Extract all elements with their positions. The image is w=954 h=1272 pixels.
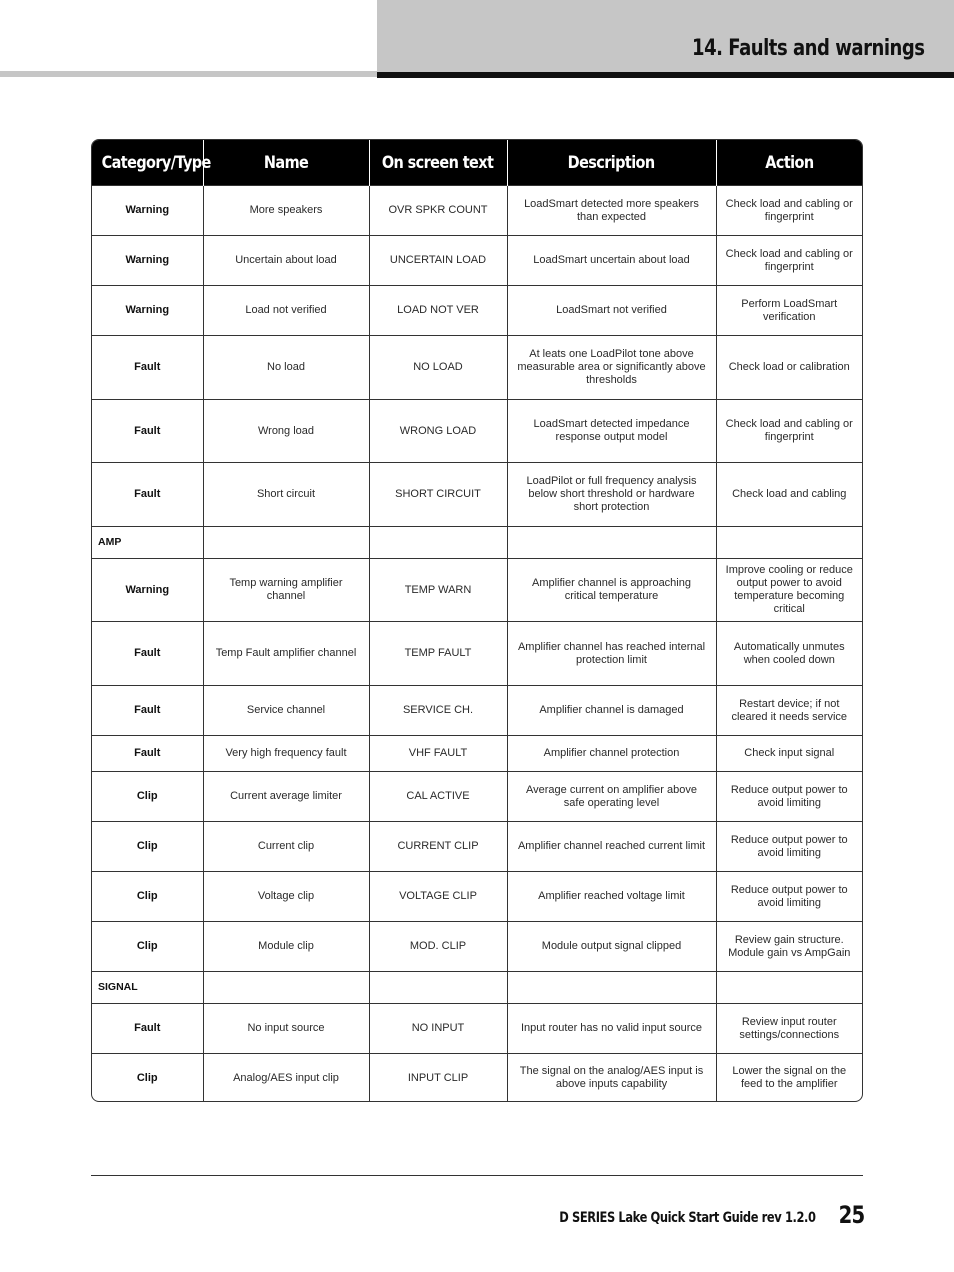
cell-name: Current average limiter (203, 772, 369, 822)
cell-name (203, 527, 369, 559)
cell-category: Warning (92, 286, 203, 336)
cell-category: Warning (92, 559, 203, 622)
cell-action: Check load and cabling or fingerprint (716, 400, 862, 463)
cell-name: Temp warning amplifier channel (203, 559, 369, 622)
cell-description: Amplifier channel protection (507, 736, 716, 772)
section-row (92, 527, 862, 559)
cell-category: SIGNAL (92, 972, 203, 1004)
cell-screen-text: SHORT CIRCUIT (369, 463, 507, 527)
header-right-rule (377, 72, 954, 78)
cell-category: AMP (92, 527, 203, 559)
cell-name: Load not verified (203, 286, 369, 336)
cell-screen-text: MOD. CLIP (369, 922, 507, 972)
column-header-name: Name (203, 140, 369, 186)
cell-name: No input source (203, 1004, 369, 1054)
cell-description (507, 972, 716, 1004)
cell-name: Uncertain about load (203, 236, 369, 286)
faults-table (91, 139, 863, 1102)
cell-name: Temp Fault amplifier channel (203, 622, 369, 686)
page-title: 14. Faults and warnings (692, 36, 925, 61)
cell-screen-text (369, 527, 507, 559)
cell-action: Restart device; if not cleared it needs service (716, 686, 862, 736)
cell-name: Very high frequency fault (203, 736, 369, 772)
table-row (92, 872, 862, 922)
cell-screen-text: VOLTAGE CLIP (369, 872, 507, 922)
cell-category: Clip (92, 772, 203, 822)
cell-name: More speakers (203, 186, 369, 236)
cell-screen-text: NO LOAD (369, 336, 507, 400)
cell-description: Amplifier channel is damaged (507, 686, 716, 736)
cell-screen-text: VHF FAULT (369, 736, 507, 772)
table-row (92, 686, 862, 736)
cell-description (507, 527, 716, 559)
cell-category: Clip (92, 1054, 203, 1103)
cell-action: Improve cooling or reduce output power to avoid temperature becoming critical (716, 559, 862, 622)
footer-guide-title: D SERIES Lake Quick Start Guide rev 1.2.0 (559, 1210, 816, 1226)
cell-action (716, 972, 862, 1004)
table-row (92, 463, 862, 527)
cell-name: Service channel (203, 686, 369, 736)
cell-screen-text: CURRENT CLIP (369, 822, 507, 872)
cell-category: Fault (92, 336, 203, 400)
cell-action (716, 527, 862, 559)
cell-action: Check load or calibration (716, 336, 862, 400)
cell-description: Amplifier reached voltage limit (507, 872, 716, 922)
cell-name: Voltage clip (203, 872, 369, 922)
table-row (92, 286, 862, 336)
cell-screen-text: NO INPUT (369, 1004, 507, 1054)
cell-description: LoadPilot or full frequency analysis below short threshold or hardware short protection (507, 463, 716, 527)
cell-description: The signal on the analog/AES input is above inputs capability (507, 1054, 716, 1103)
header-left-rule (0, 71, 377, 77)
cell-category: Clip (92, 822, 203, 872)
table-row (92, 236, 862, 286)
cell-description: Amplifier channel reached current limit (507, 822, 716, 872)
cell-category: Warning (92, 236, 203, 286)
table-header-row (92, 140, 862, 186)
cell-action: Check load and cabling or fingerprint (716, 236, 862, 286)
cell-category: Clip (92, 922, 203, 972)
cell-screen-text: TEMP WARN (369, 559, 507, 622)
cell-description: LoadSmart detected more speakers than expected (507, 186, 716, 236)
cell-screen-text (369, 972, 507, 1004)
cell-screen-text: CAL ACTIVE (369, 772, 507, 822)
page-number: 25 (838, 1201, 864, 1229)
cell-screen-text: OVR SPKR COUNT (369, 186, 507, 236)
column-header-action: Action (716, 140, 862, 186)
cell-name: Module clip (203, 922, 369, 972)
cell-description: Average current on amplifier above safe operating level (507, 772, 716, 822)
table-row (92, 400, 862, 463)
column-header-description: Description (507, 140, 716, 186)
cell-action: Check load and cabling or fingerprint (716, 186, 862, 236)
table-row (92, 186, 862, 236)
cell-action: Review input router settings/connections (716, 1004, 862, 1054)
cell-description: Input router has no valid input source (507, 1004, 716, 1054)
table-row (92, 559, 862, 622)
cell-description: Amplifier channel is approaching critical temperature (507, 559, 716, 622)
cell-description: LoadSmart uncertain about load (507, 236, 716, 286)
cell-screen-text: INPUT CLIP (369, 1054, 507, 1103)
cell-category: Fault (92, 400, 203, 463)
cell-action: Lower the signal on the feed to the amplifier (716, 1054, 862, 1103)
cell-category: Fault (92, 622, 203, 686)
cell-action: Reduce output power to avoid limiting (716, 772, 862, 822)
cell-category: Fault (92, 736, 203, 772)
cell-name: Analog/AES input clip (203, 1054, 369, 1103)
cell-description: Amplifier channel has reached internal protection limit (507, 622, 716, 686)
cell-description: At leats one LoadPilot tone above measurable area or significantly above thresholds (507, 336, 716, 400)
column-header-on-screen-text: On screen text (369, 140, 507, 186)
cell-name: Current clip (203, 822, 369, 872)
cell-category: Warning (92, 186, 203, 236)
cell-description: LoadSmart detected impedance response output model (507, 400, 716, 463)
footer-rule (91, 1175, 863, 1176)
cell-description: Module output signal clipped (507, 922, 716, 972)
column-header-category: Category/Type (92, 140, 203, 186)
cell-action: Reduce output power to avoid limiting (716, 822, 862, 872)
cell-category: Fault (92, 1004, 203, 1054)
table-row (92, 922, 862, 972)
cell-description: LoadSmart not verified (507, 286, 716, 336)
cell-name (203, 972, 369, 1004)
cell-category: Fault (92, 463, 203, 527)
cell-name: Wrong load (203, 400, 369, 463)
cell-category: Fault (92, 686, 203, 736)
cell-screen-text: SERVICE CH. (369, 686, 507, 736)
cell-action: Reduce output power to avoid limiting (716, 872, 862, 922)
cell-name: Short circuit (203, 463, 369, 527)
table-row (92, 336, 862, 400)
cell-action: Check load and cabling (716, 463, 862, 527)
cell-action: Perform LoadSmart verification (716, 286, 862, 336)
table-row (92, 736, 862, 772)
cell-action: Automatically unmutes when cooled down (716, 622, 862, 686)
table-row (92, 822, 862, 872)
table-row (92, 1004, 862, 1054)
table-row (92, 772, 862, 822)
cell-screen-text: UNCERTAIN LOAD (369, 236, 507, 286)
cell-screen-text: LOAD NOT VER (369, 286, 507, 336)
table-row (92, 622, 862, 686)
cell-action: Review gain structure. Module gain vs AmpGain (716, 922, 862, 972)
table-row (92, 1054, 862, 1103)
cell-action: Check input signal (716, 736, 862, 772)
cell-screen-text: WRONG LOAD (369, 400, 507, 463)
section-row (92, 972, 862, 1004)
cell-name: No load (203, 336, 369, 400)
cell-category: Clip (92, 872, 203, 922)
cell-screen-text: TEMP FAULT (369, 622, 507, 686)
